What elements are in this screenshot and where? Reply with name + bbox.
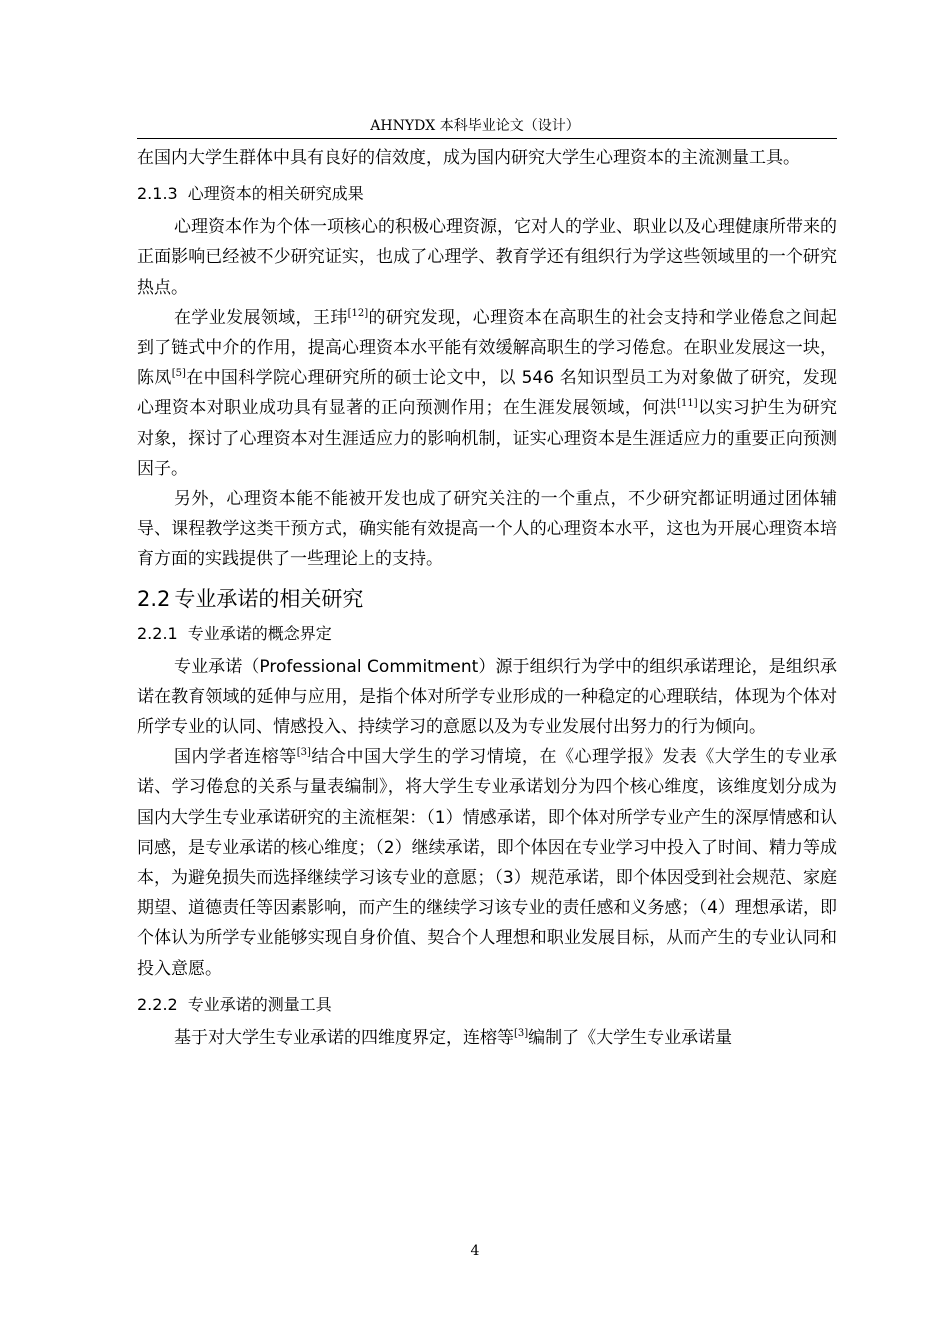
text-run: 国内学者连榕等 — [174, 747, 297, 768]
english-term: Professional Commitment — [259, 656, 479, 677]
paragraph: 在国内大学生群体中具有良好的信效度，成为国内研究大学生心理资本的主流测量工具。 — [137, 148, 800, 168]
page-body — [137, 143, 837, 1053]
section-heading-2-2-1 — [137, 622, 837, 646]
list-number: 4 — [707, 898, 718, 919]
paragraph — [137, 303, 837, 484]
paragraph: 另外，心理资本能不能被开发也成了研究关注的一个重点，不少研究都证明通过团体辅导、课程教学这类干预方式，确实能有效提高一个人的心理资本水平，这也为开展心理资本培育方面的实践提供了一些理论上的支持。 — [137, 489, 837, 570]
header-divider — [137, 138, 837, 139]
list-number: 2 — [383, 837, 395, 858]
section-title: 专业承诺的相关研究 — [174, 586, 364, 611]
paragraph — [137, 652, 837, 743]
section-number: 2.2.2 — [137, 994, 178, 1014]
citation: [3] — [514, 1027, 529, 1039]
text-run: 结合中国大学生的学习情境，在《心理学报》发表《大学生的专业承诺、学习倦怠的关系与量表编制》，将大学生专业承诺划分为四个核心维度，该维度划分成为国内大学生专业承诺研究的主流框架：（ — [137, 747, 838, 828]
paragraph: 心理资本作为个体一项核心的积极心理资源，它对人的学业、职业以及心理健康所带来的正面影响已经被不少研究证实，也成了心理学、教育学还有组织行为学这些领域里的一个研究热点。 — [137, 217, 837, 298]
text-run: ）源于组织行为学中的组织承诺理论，是组织承诺在教育领域的延伸与应用，是指个体对所学专业形成的一种稳定的心理联结，体现为个体对所学专业的认同、情感投入、持续学习的意愿以及为专业发展付出努力的行为倾向。 — [137, 656, 837, 738]
text-run: 基于对大学生专业承诺的四维度界定，连榕等 — [174, 1027, 514, 1048]
page-number: 4 — [470, 1243, 480, 1259]
section-number: 2.1.3 — [137, 184, 178, 204]
section-heading-2-1-3 — [137, 182, 837, 206]
text-run: ）继续承诺，即个体因在专业学习中投入了时间、精力等成本，为避免损失而选择继续学习该专业的意愿；（ — [137, 837, 838, 889]
section-number: 2.2 — [137, 586, 171, 611]
section-heading-2-2 — [137, 585, 837, 613]
citation: [3] — [296, 747, 311, 759]
section-heading-2-2-2 — [137, 993, 837, 1017]
text-run: ）情感承诺，即个体对所学专业产生的深厚情感和认同感，是专业承诺的核心维度；（ — [137, 807, 838, 858]
section-title: 专业承诺的测量工具 — [187, 994, 332, 1014]
citation: [5] — [171, 368, 186, 380]
text-run: 以实习护生为研究对象，探讨了心理资本对生涯适应力的影响机制，证实心理资本是生涯适应力的重要正向预测因子。 — [137, 398, 838, 479]
section-title: 心理资本的相关研究成果 — [187, 184, 364, 204]
text-run: 名知识型员工为对象做了研究，发现心理资本对职业成功具有显著的正向预测作用；在生涯发展领域，何洪 — [137, 368, 838, 419]
section-title: 专业承诺的概念界定 — [187, 623, 332, 643]
text-run: 专业承诺（ — [174, 656, 260, 677]
citation: [11] — [677, 398, 698, 410]
text-run: 在学业发展领域，王玮 — [174, 307, 348, 328]
text-run: ）理想承诺，即个体认为所学专业能够实现自身价值、契合个人理想和职业发展目标，从而产生的专业认同和投入意愿。 — [137, 898, 838, 979]
number-run: 546 — [521, 368, 555, 389]
list-number: 3 — [502, 868, 514, 889]
list-number: 1 — [434, 807, 446, 828]
text-run: 在中国科学院心理研究所的硕士论文中，以 — [185, 368, 522, 389]
running-header: AHNYDX 本科毕业论文（设计） — [370, 118, 580, 134]
text-run: ）规范承诺，即个体因受到社会规范、家庭期望、道德责任等因素影响，而产生的继续学习该专业的责任感和义务感；（ — [137, 868, 837, 919]
text-run: 编制了《大学生专业承诺量 — [528, 1027, 733, 1048]
paragraph — [137, 1023, 837, 1053]
section-number: 2.2.1 — [137, 623, 178, 643]
text-run: 的研究发现，心理资本在高职生的社会支持和学业倦怠之间起到了链式中介的作用，提高心理资本水平能有效缓解高职生的学习倦怠。在职业发展这一块，陈凤 — [137, 307, 837, 389]
citation: [12] — [347, 307, 369, 319]
paragraph — [137, 742, 837, 984]
